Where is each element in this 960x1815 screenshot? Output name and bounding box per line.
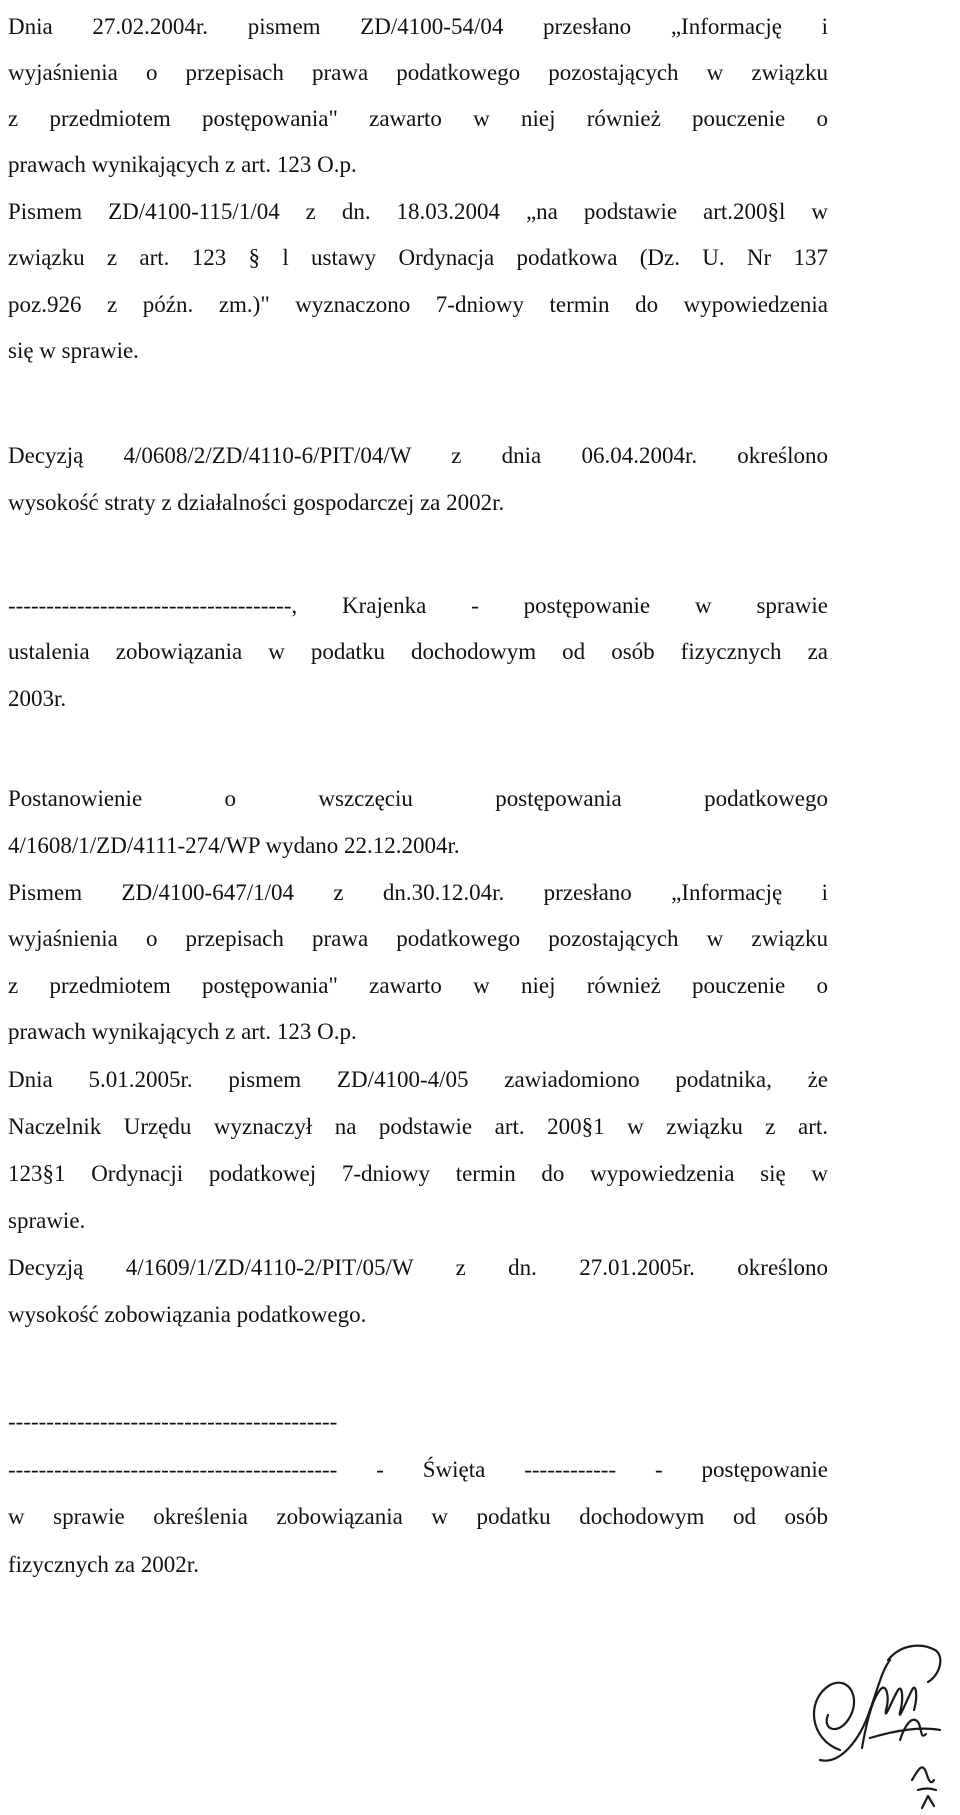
- text-line: fizycznych za 2002r.: [8, 1552, 199, 1577]
- text-line: 4/1608/1/ZD/4111-274/WP wydano 22.12.2004r.: [8, 833, 460, 858]
- text-line: Dnia 5.01.2005r. pismem ZD/4100-4/05 zawiadomiono podatnika, że: [8, 1067, 828, 1092]
- text-line: z przedmiotem postępowania" zawarto w niej również pouczenie o: [8, 973, 828, 998]
- text-line: z przedmiotem postępowania" zawarto w niej również pouczenie o: [8, 106, 828, 131]
- text-line: Decyzją 4/1609/1/ZD/4110-2/PIT/05/W z dn. 27.01.2005r. określono: [8, 1255, 828, 1280]
- text-line: wyjaśnienia o przepisach prawa podatkowego pozostających w związku: [8, 926, 828, 951]
- text-line: Decyzją 4/0608/2/ZD/4110-6/PIT/04/W z dnia 06.04.2004r. określono: [8, 443, 828, 468]
- text-line: poz.926 z późn. zm.)" wyznaczono 7-dniowy termin do wypowiedzenia: [8, 292, 828, 317]
- text-line: -------------------------------------------: [8, 1409, 338, 1434]
- text-line: Postanowienie o wszczęciu postępowania podatkowego: [8, 786, 828, 811]
- text-line: 2003r.: [8, 686, 67, 711]
- text-line: wysokość zobowiązania podatkowego.: [8, 1302, 367, 1327]
- text-line: prawach wynikających z art. 123 O.p.: [8, 152, 357, 177]
- text-line: 123§1 Ordynacji podatkowej 7-dniowy termin do wypowiedzenia się w: [8, 1161, 828, 1186]
- text-line: -------------------------------------, Krajenka - postępowanie w sprawie: [8, 593, 828, 618]
- text-line: się w sprawie.: [8, 338, 139, 363]
- text-line: w sprawie określenia zobowiązania w podatku dochodowym od osób: [8, 1504, 828, 1529]
- text-line: Pismem ZD/4100-115/1/04 z dn. 18.03.2004 „na podstawie art.200§l w: [8, 199, 828, 224]
- text-line: Naczelnik Urzędu wyznaczył na podstawie art. 200§1 w związku z art.: [8, 1114, 828, 1139]
- text-line: Dnia 27.02.2004r. pismem ZD/4100-54/04 przesłano „Informację i: [8, 14, 828, 39]
- handwritten-signature: [800, 1630, 955, 1810]
- text-line: ------------------------------------------- - Święta ------------ - postępowanie: [8, 1457, 828, 1482]
- text-line: prawach wynikających z art. 123 O.p.: [8, 1019, 357, 1044]
- text-line: wysokość straty z działalności gospodarczej za 2002r.: [8, 490, 505, 515]
- text-line: Pismem ZD/4100-647/1/04 z dn.30.12.04r. przesłano „Informację i: [8, 880, 828, 905]
- text-line: wyjaśnienia o przepisach prawa podatkowego pozostających w związku: [8, 60, 828, 85]
- text-line: związku z art. 123 § l ustawy Ordynacja podatkowa (Dz. U. Nr 137: [8, 245, 828, 270]
- text-line: sprawie.: [8, 1208, 86, 1233]
- text-line: ustalenia zobowiązania w podatku dochodowym od osób fizycznych za: [8, 639, 828, 664]
